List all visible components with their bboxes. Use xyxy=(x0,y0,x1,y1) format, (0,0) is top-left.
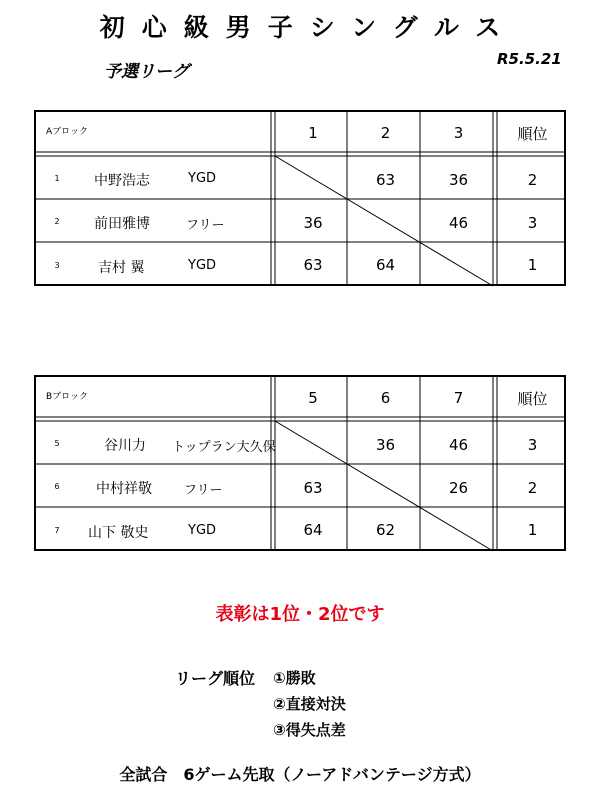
page-subtitle: 予選リーグ xyxy=(104,62,189,82)
match-format-note: 全試合 6ゲーム先取（ノーアドバンテージ方式） xyxy=(119,765,481,784)
score-cell: 46 xyxy=(448,213,469,232)
rank-cell: 2 xyxy=(527,478,538,497)
block-label: Aブロック xyxy=(46,127,88,137)
column-header: 5 xyxy=(308,389,318,407)
column-header: 2 xyxy=(380,124,391,142)
rank-cell: 3 xyxy=(527,213,538,232)
score-cell: 36 xyxy=(303,213,323,232)
score-cell: 62 xyxy=(375,521,396,539)
rule-item: ①勝敗 xyxy=(273,669,316,687)
rank-cell: 2 xyxy=(527,170,538,189)
block-label: Bブロック xyxy=(46,392,88,402)
page-title: 初心級男子シングルス xyxy=(99,13,518,42)
row-number: 7 xyxy=(54,526,60,535)
score-cell: 64 xyxy=(375,256,396,274)
rank-cell: 1 xyxy=(527,521,538,539)
rank-header: 順位 xyxy=(517,124,548,143)
league-table-a xyxy=(34,110,566,286)
column-header: 3 xyxy=(453,124,464,142)
player-team: YGD xyxy=(188,523,217,538)
score-cell: 36 xyxy=(375,435,396,454)
row-number: 3 xyxy=(54,261,60,270)
column-header: 7 xyxy=(453,389,464,407)
player-name: 中野浩志 xyxy=(94,173,150,189)
rule-item: ②直接対決 xyxy=(273,695,346,713)
row-number: 2 xyxy=(54,217,60,226)
player-team: YGD xyxy=(188,258,217,273)
score-cell xyxy=(422,509,495,551)
rank-cell: 3 xyxy=(527,435,538,454)
row-number: 6 xyxy=(54,482,60,491)
score-cell: 63 xyxy=(375,170,396,189)
score-cell: 36 xyxy=(448,170,469,189)
score-cell xyxy=(277,158,349,201)
rules-heading: リーグ順位 xyxy=(175,669,256,688)
player-team: フリー xyxy=(186,218,225,233)
player-name: 中村祥敬 xyxy=(96,481,152,497)
score-cell xyxy=(349,201,422,244)
player-team: YGD xyxy=(188,171,217,186)
score-cell: 46 xyxy=(448,435,469,454)
player-name: 谷川力 xyxy=(104,438,146,454)
rule-item: ③得失点差 xyxy=(273,721,346,739)
score-cell xyxy=(349,466,422,509)
score-cell: 64 xyxy=(303,521,323,539)
column-header: 6 xyxy=(380,389,391,407)
row-number: 1 xyxy=(54,174,60,183)
rank-header: 順位 xyxy=(517,389,548,408)
award-notice: 表彰は1位・2位です xyxy=(215,604,385,625)
score-cell: 63 xyxy=(303,256,323,274)
score-cell xyxy=(277,423,349,466)
score-cell: 26 xyxy=(448,478,469,497)
score-cell: 63 xyxy=(303,478,323,497)
date-label: R5.5.21 xyxy=(497,50,562,68)
column-header: 1 xyxy=(308,124,318,142)
player-team: フリー xyxy=(184,483,223,498)
score-cell xyxy=(422,244,495,286)
player-name: 吉村 翼 xyxy=(98,260,145,276)
league-table-b xyxy=(34,375,566,551)
player-team: トップラン大久保 xyxy=(172,440,276,455)
rank-cell: 1 xyxy=(527,256,538,274)
player-name: 前田雅博 xyxy=(94,216,150,232)
player-name: 山下 敬史 xyxy=(88,525,149,541)
row-number: 5 xyxy=(54,439,60,448)
